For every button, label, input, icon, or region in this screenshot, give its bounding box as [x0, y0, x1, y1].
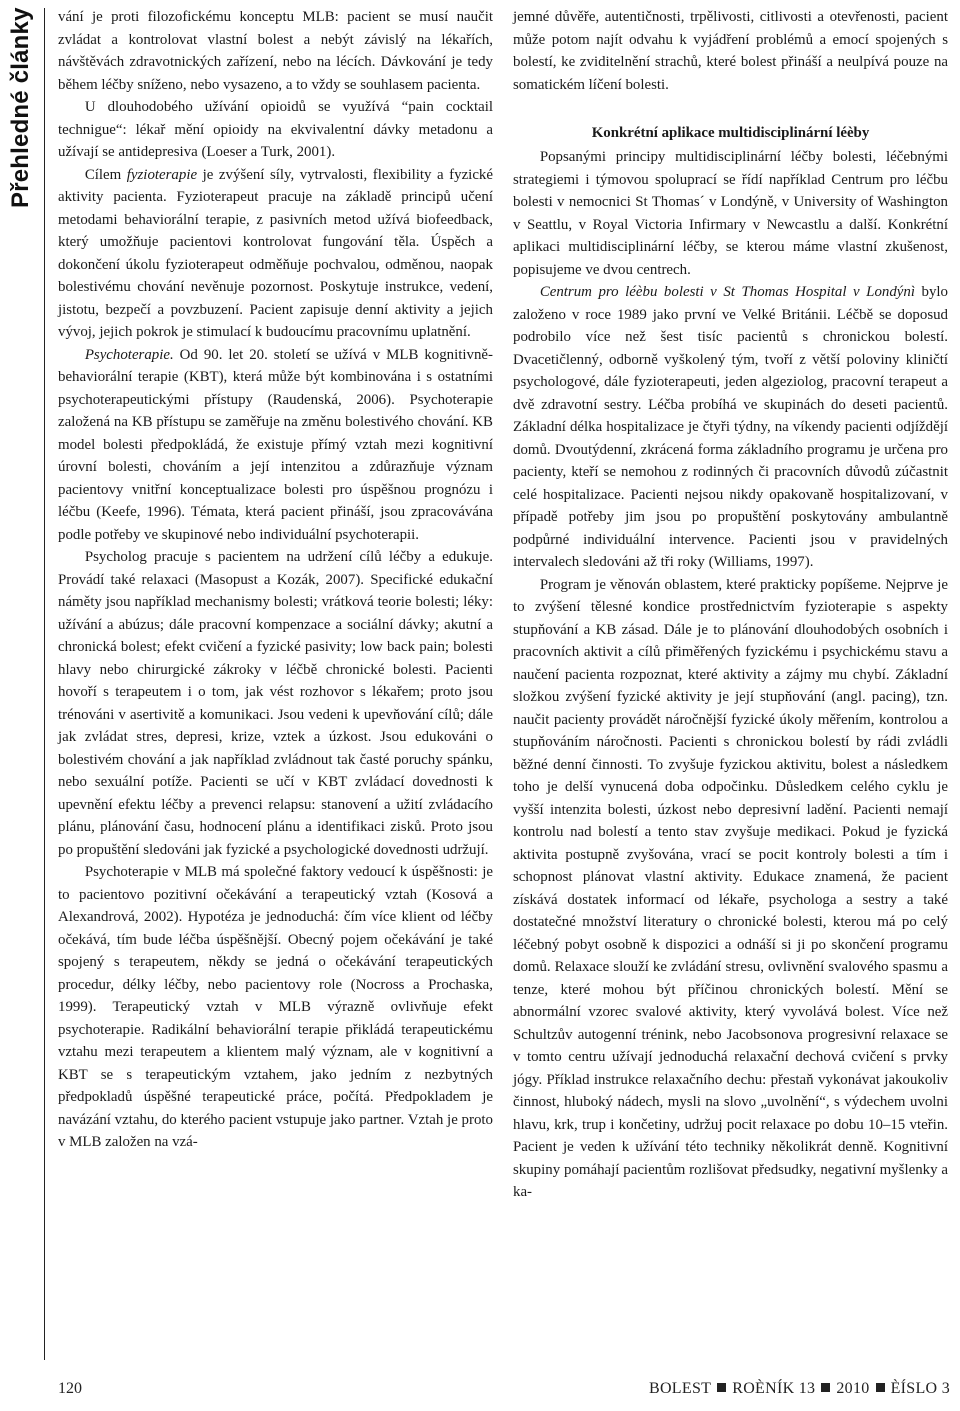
right-paragraph-4: Program je věnován oblastem, které prakticky popíšeme. Nejprve je to zvýšení tělesné kondice prostřednictvím fyzioterapie s aspekty stupňování a KB zásad. Dále je to plánování dlouhodobých osobních i pracovních aktivit a cílů přiměřených fyzickému i psychickému stavu a naučení pacienta rozpoznat, které aktivity a zájmy mu chybí. Základní složkou zvýšení fyzické aktivity je její stupňování (angl. pacing), tzn. naučit pacienty provádět náročnější fyzické úkoly měřením, kontrolou a stupňováním náročnosti. Pacienti s chronickou bolestí by rádi zvládli běžné denní činnosti. To zvyšuje fyzickou aktivitu, bolest a následkem toho je delší vynucená doba odpočinku. Důsledkem celého cyklu je vyšší intenzita bolesti, úzkost nebo depresivní ladění. Pacienti nemají kontrolu nad bolestí a tento stav zvyšuje medikaci. Pokud je fyzická aktivita postupně zvyšována, vrací se pocit kontroly bolesti a tím i schopnost plánovat vlastní aktivity. Edukace znamená, že pacient získává dostatek informací od lékaře, psychologa a sestry a také dostatečné množství literatury o chronické bolesti, kterou má po celý léčebný pobyt osobně k dispozici a odnáší si ji po skončení programu domů. Relaxace slouží ke zvládání stresu, ovlivnění svalového spasmu a tenze, které mohou být příčinou chronických bolestí. Mění se abnormální vzorec svalové aktivity, který vyvolává bolest. Více než Schultzův autogenní trénink, nebo Jacobsonova progresivní relaxace se v tomto centru užívají jednoduchá relaxační dechová cvičení s prvky jógy. Příklad instrukce relaxačního dechu: přestaň vykonávat jakoukoliv činnost, hluboký nádech, mysli na slovo „uvolnění“, s výdechem uvolni hlavu, krk, trup i končetiny, udržuj pocit relaxace po dobu 10–15 vteřin. Pacient je veden k užívání této techniky několikrát denně. Kognitivní skupiny pomáhají pacientům rozlišovat předsudky, negativní myšlenky a ka-: [513, 576, 948, 1200]
left-paragraph-6: Psychoterapie v MLB má společné faktory vedoucí k úspěšnosti: je to pacientovo pozitivní očekávání a terapeutický vztah (Kosová a Alexandrová, 2002). Hypotéza je jednoduchá: čím více klient od léčby očekává, tím bude léčba úspěšnější. Obecný pojem očekávání je také spojený s terapeutem, někdy se jedná o očekávání terapeutických procedur, délky léčby, nebo pacientovy role (Nocross a Prochaska, 1999). Terapeutický vztah v MLB výrazně ovlivňuje efekt psychoterapie. Radikální behaviorální terapie přikládá terapeutickému vztahu mezi terapeutem a klientem malý význam, ale v kognitivní a KBT se s terapeutickým vztahem, jako jedním z nezbytných předpokladů úspěšné terapeutické práce, počítá. Předpokladem je navázání vztahu, do kterého pacient vstupuje jako partner. Vztah je proto v MLB založen na vzá-: [58, 864, 493, 1150]
square-bullet-icon: [876, 1383, 885, 1392]
journal-volume: ROÈNÍK 13: [732, 1380, 816, 1397]
p3-italic-term: fyzioterapie: [126, 166, 198, 183]
right-paragraph-3: [513, 281, 948, 574]
left-paragraph-5: Psycholog pracuje s pacientem na udržení cílů léčby a edukuje. Provádí také relaxaci (Masopust a Kozák, 2007). Specifické edukační náměty jsou například mechanismy bolesti; vrátková teorie bolesti; léky: užívání a abúzus; dále pracovní kompenzace a sociální dávky; akutní a chronická bolest; efekt cvičení a fyzické pasivity; low back pain; bolesti hlavy nebo chirurgické zákroky v léčbě chronické bolesti. Pacienti hovoří s terapeutem i o tom, jak vést rozhovor s lékařem; proto jsou trénováni v asertivitě a komunikaci. Jsou vedeni k upevňování cílů; dále jak zvládat stres, depresi, krize, vztek a úzkost. Jsou edukováni o bolestivém chování a jak například zvládnout tak časté poruchy spánku, nebo sexuální potíže. Pacienti se učí v KBT zvládací dovednosti k upevnění efektu léčby a prevenci relapsu: stanovení a užití zvládacího plánu, plánování času, hodnocení plánu a identifikaci zisků. Proto jsou po propuštění sledováni jak fyzické a psychologické dovednosti udržují.: [58, 549, 493, 858]
vertical-divider: [44, 8, 45, 1360]
left-paragraph-3: [58, 164, 493, 344]
left-column: [58, 6, 493, 1154]
square-bullet-icon: [821, 1383, 830, 1392]
right-paragraph-1: jemné důvěře, autentičnosti, trpělivosti, citlivosti a otevřenosti, pacient může potom najít odvahu k vyjádření problémů a emocí spojených s bolestí, ke zviditelnění strachů, které bolest přináší a neulpívá pouze na somatickém líčení bolesti.: [513, 9, 948, 93]
page-number: 120: [58, 1380, 82, 1397]
journal-issue: ÈÍSLO 3: [890, 1380, 950, 1397]
p3-italic-heading: Centrum pro léèbu bolesti v St Thomas Hospital v Londýnì: [539, 284, 915, 300]
left-paragraph-4: [58, 344, 493, 547]
p4-body: Od 90. let 20. století se užívá v MLB kognitivně-behaviorální terapie (KBT), která může být kombinována i s ostatními psychoterapeutickými přístupy (Raudenská, 2006). Psychoterapie založená na KB přístupu se zaměřuje na změnu bolestivého chování. KB model bolesti předpokládá, že existuje přímý vztah mezi kognitivní úrovní bolesti, chováním a její intenzitou a zdůrazňuje význam pacientovy vnitřní konceptualizace bolesti pro úspěšnou prognózu i léčbu (Keefe, 1996). Témata, která pacient přináší, jsou zpracovávána podle potřeby ve skupinové nebo individuální psychoterapii.: [58, 346, 493, 543]
right-paragraph-2: Popsanými principy multidisciplinární léčby bolesti, léčebnými strategiemi i týmovou spoluprací se řídí například Centrum pro léčbu bolesti v nemocnici St Thomas´ v Londýně, v University of Washington v Seattlu, v Royal Victoria Infirmary v Newcastlu a další. Konkrétní aplikaci multidisciplinární léčby, se kterou máme vlastní zkušenost, popisujeme ve dvou centrech.: [513, 149, 948, 278]
left-paragraph-1: vání je proti filozofickému konceptu MLB: pacient se musí naučit zvládat a kontrolovat vlastní bolest a nebýt závislý na lékařích, návštěvách zdravotnických zařízení, nebo na lécích. Dávkování je tedy během léčby sníženo, nebo vysazeno, a to vždy se souhlasem pacienta.: [58, 9, 493, 93]
right-column: [513, 6, 948, 1204]
section-title-text: Přehledné články: [7, 7, 34, 208]
journal-year: 2010: [836, 1380, 870, 1397]
journal-info: [649, 1380, 950, 1398]
p3-lead: Cílem: [84, 166, 127, 183]
left-paragraph-2: U dlouhodobého užívání opioidů se využívá “pain cocktail technigue“: lékař mění opioidy na ekvivalentní dávky metadonu a užívají se antidepresiva (Loeser a Turk, 2001).: [58, 99, 493, 160]
page-footer: [58, 1380, 950, 1404]
right-p3-body: bylo založeno v roce 1989 jako první ve Velké Británii. Léčbě se doposud podrobilo více než šest tisíc pacientů s chronickou bolestí. Dvacetičlenný, odborně vyškolený tým, tvoří z větší poloviny kliničtí psychologové, dále fyzioterapeuti, jeden algeziolog, pracovní terapeut a dvě zdravotní sestry. Léčba probíhá ve skupinách do deseti pacientů. Základní délka hospitalizace je čtyři týdny, na víkendy pacienti odjíždějí domů. Dvoutýdenní, zkrácená forma základního programu je určena pro pacienty, kteří se nemohou z rodinných či pracovních důvodů zúčastnit celé hospitalizace. Pacienti nejsou nikdy opakovaně hospitalizovaní, v případě potřeby jim jsou po propuštění poskytovány ambulantně podpůrné individuální intervence. Pacienti jsou v pravidelných intervalech sledováni až tři roky (Williams, 1997).: [513, 284, 949, 570]
p4-italic-term: Psychoterapie.: [84, 346, 174, 363]
p3-body: je zvýšení síly, vytrvalosti, flexibility a fyzické aktivity pacienta. Fyzioterapeut pracuje na základě principů učení metodami behaviorální terapie, z pasivních metod užívá biofeedback, který umožňuje pacientovi kontrolovat fungování těla. Úspěch a dokončení úkolu fyzioterapeut odměňuje pochvalou, odměnou, naopak bolestivému chování nevěnuje pozornost. Poskytuje instrukce, vedení, jistotu, bezpečí a povzbuzení. Pacient zapisuje denní aktivity a jejich vývoj, jejich pokrok je stimulací k budoucímu pracovnímu uplatnění.: [58, 166, 493, 340]
square-bullet-icon: [717, 1383, 726, 1392]
section-title: [2, 8, 40, 208]
section-heading: Konkrétní aplikace multidisciplinární léèby: [591, 125, 870, 141]
journal-name: BOLEST: [648, 1380, 712, 1397]
